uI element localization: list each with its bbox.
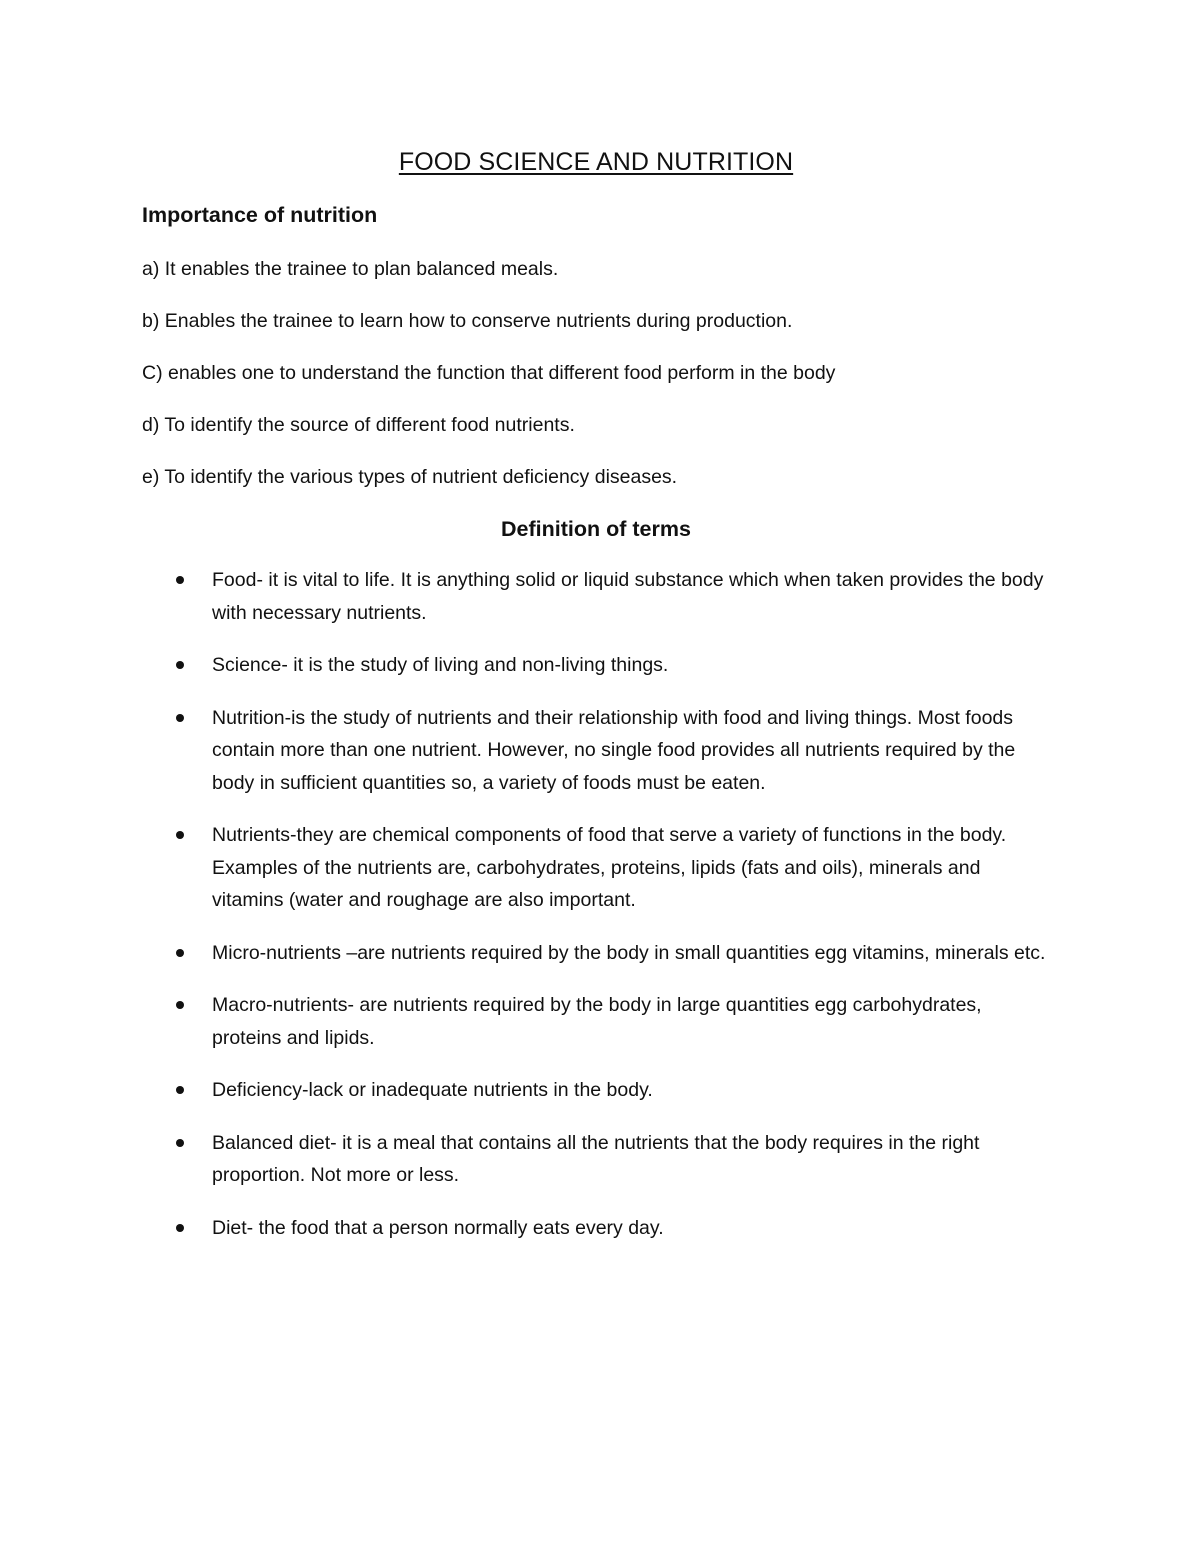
definition-item [212,989,1050,1054]
definition-item [212,649,1050,682]
bullet-icon [176,1139,184,1147]
importance-heading: Importance of nutrition [142,203,378,227]
definition-item [212,1212,1050,1245]
definitions-heading: Definition of terms [501,517,691,541]
definition-text: Food- it is vital to life. It is anything solid or liquid substance which when taken provides the body with necessary nutrients. [212,569,1044,624]
importance-item: d) To identify the source of different food nutrients. [142,414,575,436]
definitions-list [142,564,1050,1244]
definition-text: Diet- the food that a person normally eats every day. [212,1216,664,1239]
definition-item [212,1074,1050,1107]
definition-item [212,564,1050,629]
definition-text: Nutrients-they are chemical components of food that serve a variety of functions in the body. Examples of the nutrients are, carbohydrates, proteins, lipids (fats and oils), minerals and vitamins (water and roughage are also important. [212,824,1007,911]
definition-text: Micro-nutrients –are nutrients required by the body in small quantities egg vitamins, minerals etc. [212,941,1046,964]
bullet-icon [176,1001,184,1009]
document-title: FOOD SCIENCE AND NUTRITION [398,148,794,176]
bullet-icon [176,949,184,957]
definition-item [212,702,1050,800]
bullet-icon [176,576,184,584]
bullet-icon [176,831,184,839]
importance-item: C) enables one to understand the function that different food perform in the body [142,362,836,384]
bullet-icon [176,1224,184,1232]
definition-text: Balanced diet- it is a meal that contains all the nutrients that the body requires in the right proportion. Not more or less. [212,1131,980,1186]
definition-item [212,819,1050,917]
definition-text: Nutrition-is the study of nutrients and their relationship with food and living things. Most foods contain more than one nutrient. However, no single food provides all nutrients required by the body in sufficient quantities so, a variety of foods must be eaten. [212,706,1016,794]
definition-item [212,1127,1050,1192]
bullet-icon [176,714,184,722]
importance-list [142,253,1050,493]
bullet-icon [176,661,184,669]
definition-item [212,937,1050,970]
importance-item: a) It enables the trainee to plan balanced meals. [142,258,559,280]
definition-text: Deficiency-lack or inadequate nutrients in the body. [212,1079,653,1101]
definition-text: Macro-nutrients- are nutrients required by the body in large quantities egg carbohydrates, proteins and lipids. [212,994,982,1049]
definition-text: Science- it is the study of living and non-living things. [212,654,669,676]
importance-item: b) Enables the trainee to learn how to conserve nutrients during production. [142,310,793,332]
importance-item: e) To identify the various types of nutrient deficiency diseases. [142,466,678,488]
bullet-icon [176,1086,184,1094]
